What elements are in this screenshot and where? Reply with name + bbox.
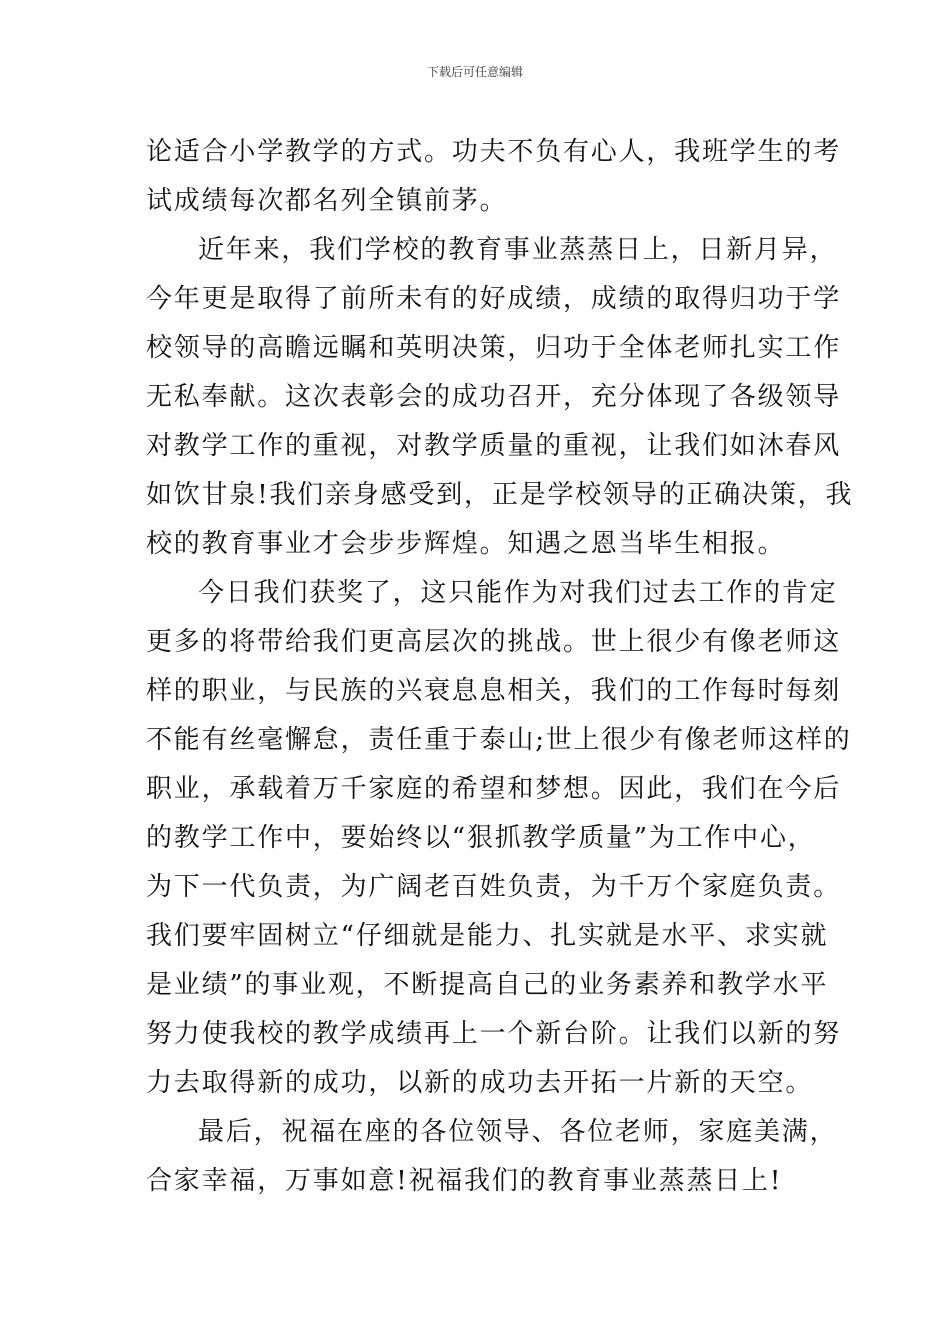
text-line: 校领导的高瞻远瞩和英明决策，归功于全体老师扎实工作 xyxy=(146,333,842,363)
text-line: 无私奉献。这次表彰会的成功召开，充分体现了各级领导 xyxy=(146,382,842,412)
text-line: 力去取得新的成功，以新的成功去开拓一片新的天空。 xyxy=(146,1068,814,1098)
text-line: 论适合小学教学的方式。功夫不负有心人，我班学生的考 xyxy=(146,137,842,167)
paragraph xyxy=(146,226,854,569)
text-line: 试成绩每次都名列全镇前茅。 xyxy=(146,186,508,216)
paragraph xyxy=(146,569,852,1108)
text-line: 努力使我校的教学成绩再上一个新台阶。让我们以新的努 xyxy=(146,1019,842,1049)
text-line: 今日我们获奖了，这只能作为对我们过去工作的肯定 xyxy=(198,578,838,608)
document-body xyxy=(146,128,854,1206)
text-line: 最后，祝福在座的各位领导、各位老师，家庭美满， xyxy=(198,1117,838,1147)
text-line: 是业绩”的事业观，不断提高自己的业务素养和教学水平 xyxy=(146,970,829,1000)
text-line: 的教学工作中，要始终以“狠抓教学质量”为工作中心， xyxy=(146,823,816,853)
page-header: 下载后可任意编辑 xyxy=(426,65,523,79)
text-line: 对教学工作的重视，对教学质量的重视，让我们如沐春风 xyxy=(146,431,842,461)
text-line: 近年来，我们学校的教育事业蒸蒸日上，日新月异， xyxy=(198,235,838,265)
paragraph-continuation xyxy=(146,128,842,226)
text-line: 合家幸福，万事如意!祝福我们的教育事业蒸蒸日上! xyxy=(146,1166,783,1196)
text-line: 我们要牢固树立“仔细就是能力、扎实就是水平、求实就 xyxy=(146,921,829,951)
paragraph xyxy=(146,1108,838,1206)
text-line: 为下一代负责，为广阔老百姓负责，为千万个家庭负责。 xyxy=(146,872,842,902)
text-line: 更多的将带给我们更高层次的挑战。世上很少有像老师这 xyxy=(146,627,842,657)
text-line: 不能有丝毫懈怠，责任重于泰山;世上很少有像老师这样的 xyxy=(146,725,852,755)
text-line: 样的职业，与民族的兴衰息息相关，我们的工作每时每刻 xyxy=(146,676,842,706)
text-line: 今年更是取得了前所未有的好成绩，成绩的取得归功于学 xyxy=(146,284,842,314)
text-line: 校的教育事业才会步步辉煌。知遇之恩当毕生相报。 xyxy=(146,529,786,559)
text-line: 职业，承载着万千家庭的希望和梦想。因此，我们在今后 xyxy=(146,774,842,804)
text-line: 如饮甘泉!我们亲身感受到，正是学校领导的正确决策，我 xyxy=(146,480,854,510)
